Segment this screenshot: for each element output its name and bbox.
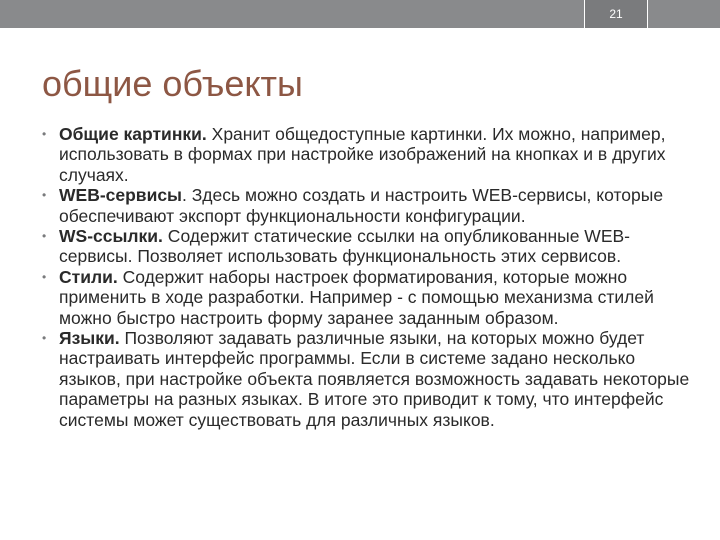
description-languages: Позволяют задавать различные языки, на которых можно будет настраивать интерфейс программы. Если в системе задано несколько языков, при настройке объекта появляется возможность задавать некоторые параметры на разных языках. В итоге это приводит к тому, что интерфейс системы может существовать для различных языков. xyxy=(59,328,690,430)
bullet-icon: • xyxy=(42,331,47,346)
term-general-pictures: Общие картинки. xyxy=(59,124,207,144)
bullet-icon: • xyxy=(42,127,47,141)
description-styles: Содержит наборы настроек форматирования, которые можно применить в ходе разработки. Например - с помощью механизма стилей можно быстро настроить форму заранее заданным образом. xyxy=(59,266,654,328)
bullet-list xyxy=(42,124,692,430)
bullet-icon: • xyxy=(42,269,47,284)
description-ws-links: Содержит статические ссылки на опубликованные WEB-сервисы. Позволяет использовать функциональность этих сервисов. xyxy=(59,226,630,267)
term-web-services: WEB-сервисы xyxy=(59,185,183,206)
list-item-web-services xyxy=(42,185,692,226)
bullet-icon: • xyxy=(42,229,47,244)
slide-title: общие объекты xyxy=(42,63,303,104)
description-general-pictures: Хранит общедоступные картинки. Их можно, например, использовать в формах при настройке изображений на кнопках и в других случаях. xyxy=(59,124,666,185)
list-item-languages xyxy=(42,328,692,430)
page-number-label: 21 xyxy=(609,7,623,21)
description-web-services: . Здесь можно создать и настроить WEB-сервисы, которые обеспечивают экспорт функциональности конфигурации. xyxy=(59,185,664,226)
list-item-general-pictures xyxy=(42,124,692,185)
list-item-styles xyxy=(42,267,692,328)
list-item-ws-links xyxy=(42,226,692,267)
page-number xyxy=(584,0,648,28)
term-ws-links: WS-ссылки. xyxy=(59,226,163,247)
term-styles: Стили. xyxy=(59,266,118,287)
bullet-icon: • xyxy=(42,188,47,203)
term-languages: Языки. xyxy=(59,328,120,349)
